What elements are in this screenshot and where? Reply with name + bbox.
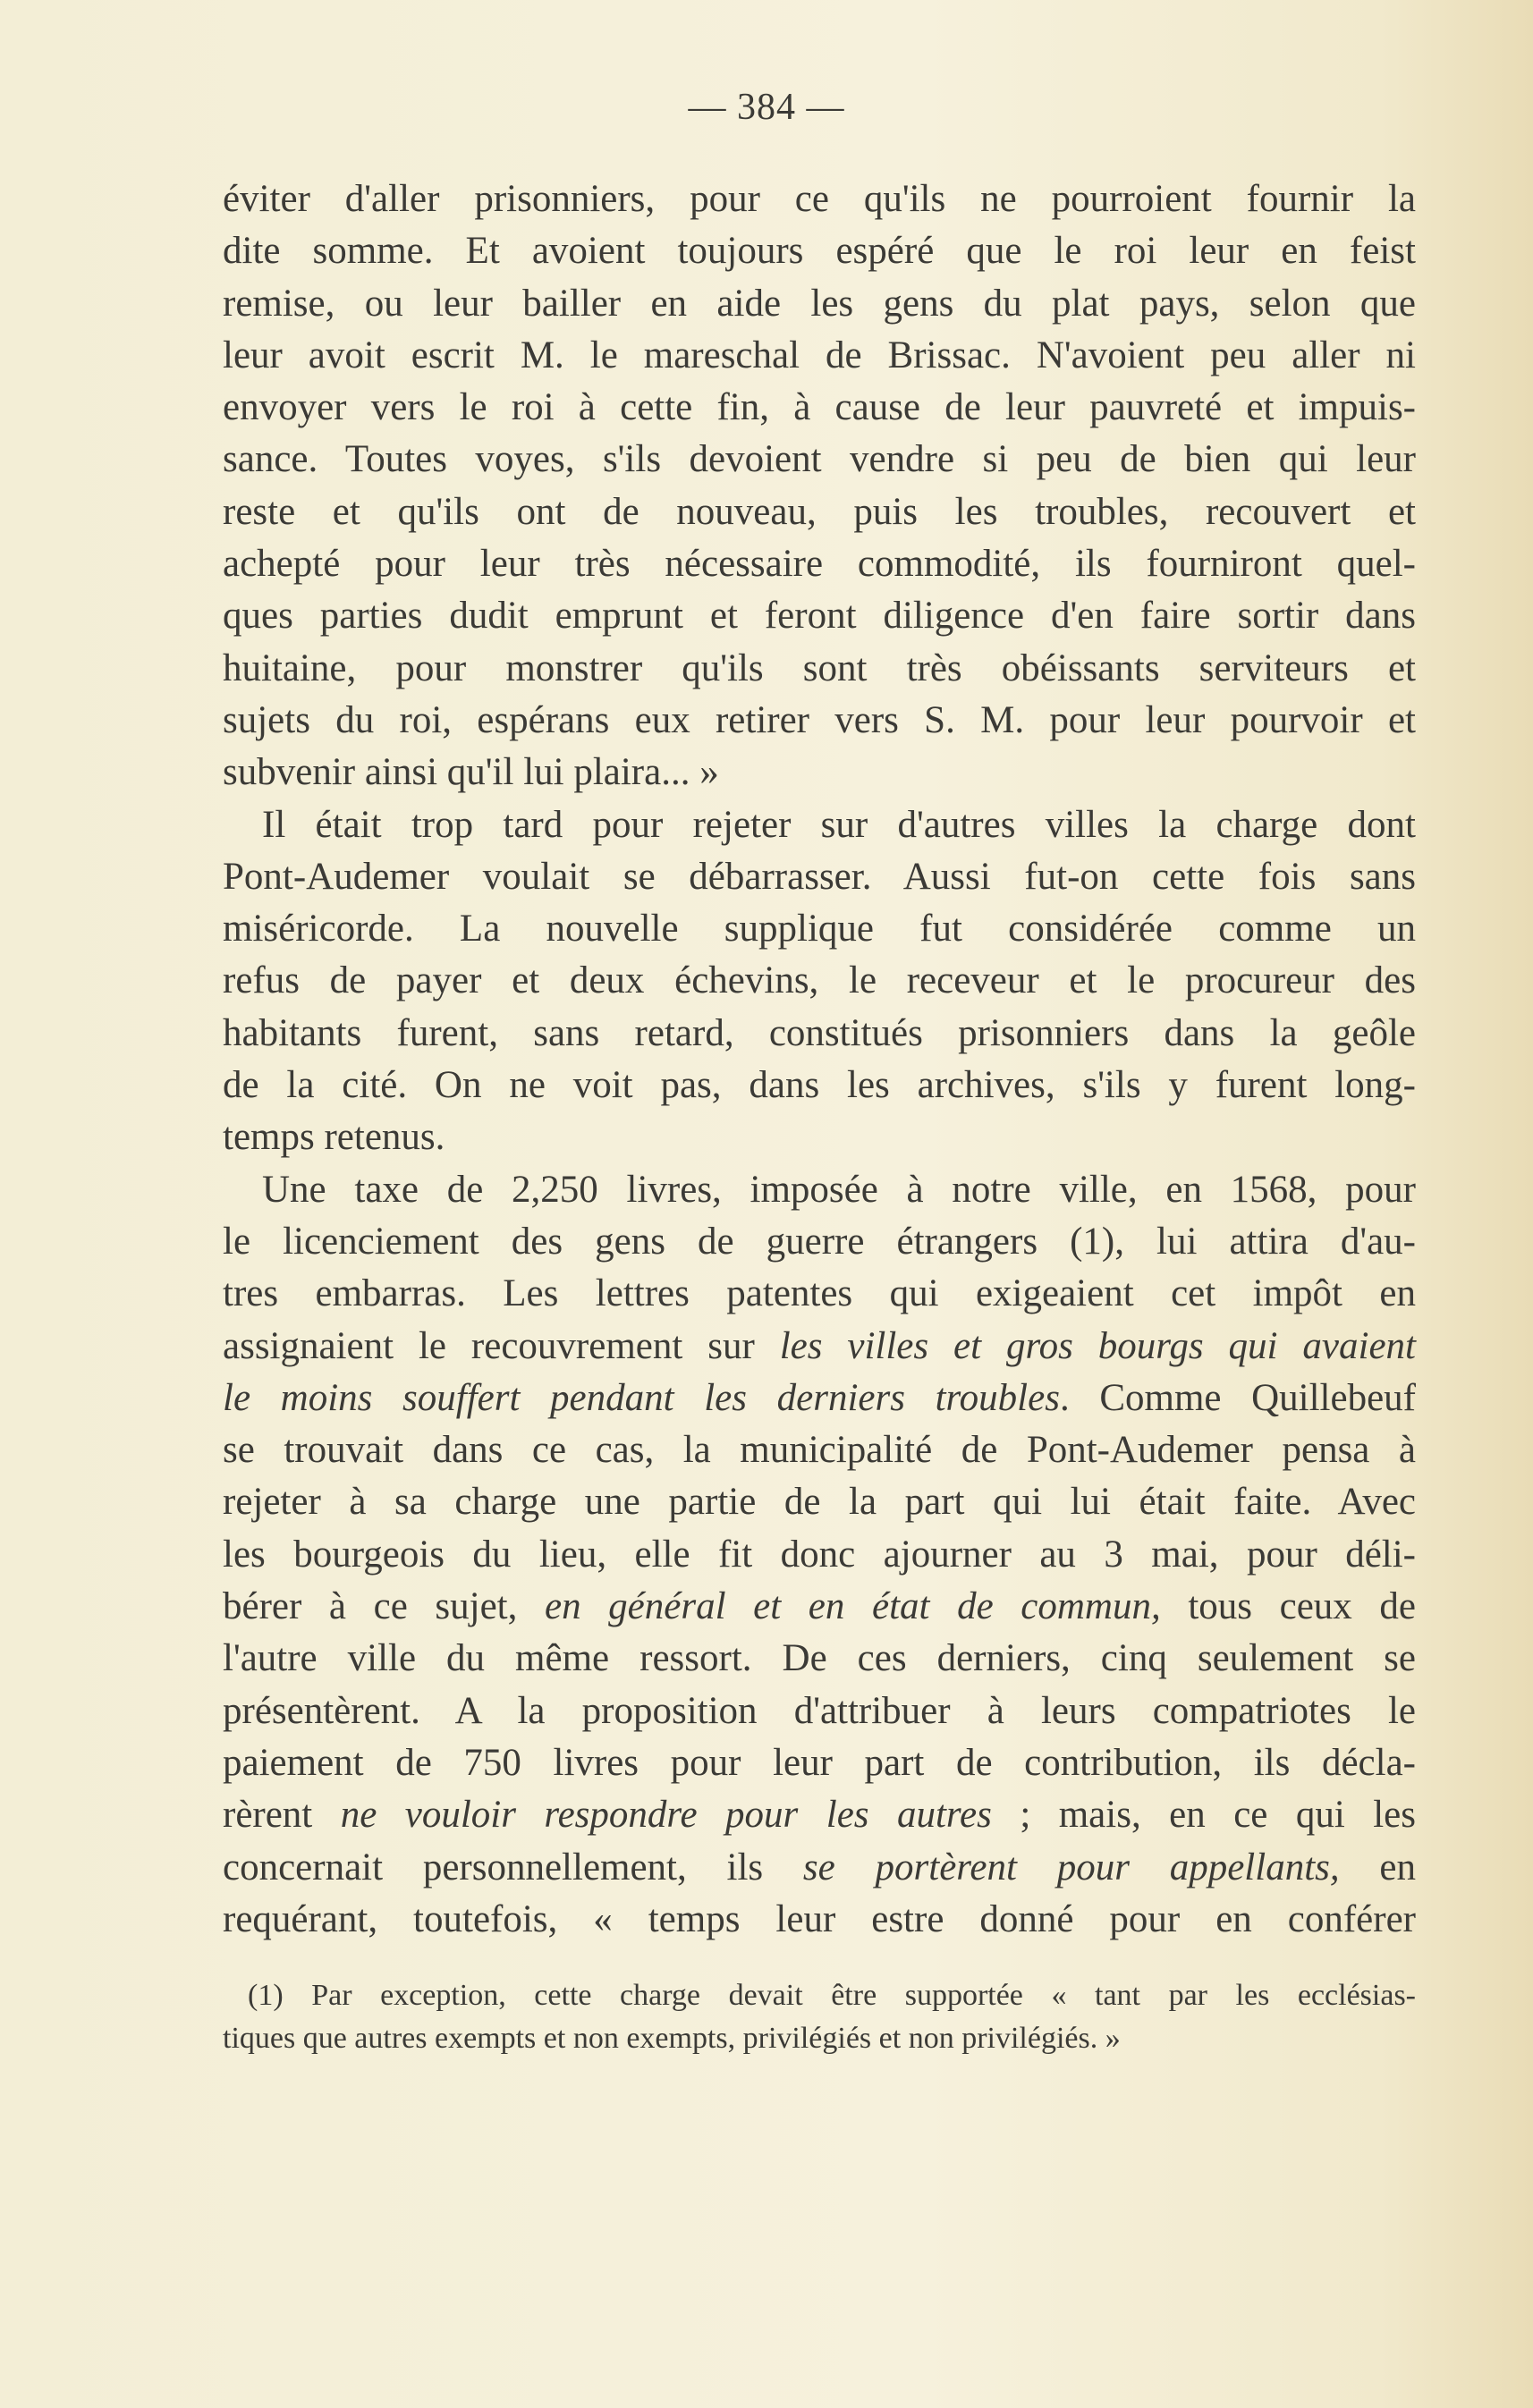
text-line	[223, 1321, 1416, 1373]
text-segment: tous ceux de	[1160, 1585, 1417, 1628]
text-segment: sujets du roi, espérans eux retirer vers S. M. pour leur pourvoir et	[223, 698, 1416, 741]
text-segment: subvenir ainsi qu'il lui plaira... »	[223, 751, 719, 794]
text-line	[223, 1581, 1416, 1633]
body-text	[223, 173, 1416, 1946]
text-line	[223, 1111, 1416, 1163]
text-segment: dite somme. Et avoient toujours espéré que le roi leur en feist	[223, 230, 1416, 273]
text-segment: ques parties dudit emprunt et feront diligence d'en faire sortir dans	[223, 595, 1416, 638]
text-segment: sance. Toutes voyes, s'ils devoient vendre si peu de bien qui leur	[223, 438, 1416, 481]
text-line	[223, 382, 1416, 434]
text-segment: Il était trop tard pour rejeter sur d'autres villes la charge dont	[262, 803, 1416, 846]
footnote-line: (1) Par exception, cette charge devait être supportée « tant par les ecclésias-	[248, 1979, 1416, 2012]
italic-text: en général et en état de commun,	[544, 1585, 1161, 1628]
text-line	[223, 1164, 1416, 1216]
text-line	[223, 955, 1416, 1007]
italic-text: ne vouloir respondre pour les autres	[340, 1794, 992, 1837]
text-line	[223, 1060, 1416, 1111]
text-segment: éviter d'aller prisonniers, pour ce qu'ils ne pourroient fournir la	[223, 178, 1416, 220]
text-segment: en	[1339, 1846, 1416, 1888]
text-segment: Une taxe de 2,250 livres, imposée à notre ville, en 1568, pour	[262, 1168, 1416, 1211]
italic-text: le moins souffert pendant les derniers troubles	[223, 1376, 1060, 1419]
text-segment: tres embarras. Les lettres patentes qui exigeaient cet impôt en	[223, 1272, 1416, 1315]
text-segment: paiement de 750 livres pour leur part de contribution, ils décla-	[223, 1741, 1416, 1784]
text-line	[223, 225, 1416, 277]
text-segment: se trouvait dans ce cas, la municipalité de Pont-Audemer pensa à	[223, 1429, 1416, 1472]
text-line	[223, 1737, 1416, 1789]
text-line	[223, 1529, 1416, 1581]
text-line	[223, 1216, 1416, 1268]
text-segment: reste et qu'ils ont de nouveau, puis les troubles, recouvert et	[223, 490, 1416, 533]
text-segment: remise, ou leur bailler en aide les gens du plat pays, selon que	[223, 282, 1416, 325]
text-segment: temps retenus.	[223, 1116, 445, 1159]
text-line	[223, 1789, 1416, 1841]
text-line	[223, 434, 1416, 486]
text-line	[223, 695, 1416, 747]
text-segment: rejeter à sa charge une partie de la part qui lui était faite. Avec	[223, 1481, 1416, 1524]
text-segment: concernait personnellement, ils	[223, 1846, 803, 1888]
text-segment: leur avoit escrit M. le mareschal de Brissac. N'avoient peu aller ni	[223, 334, 1416, 376]
text-line	[223, 1842, 1416, 1894]
italic-text: les villes et gros bourgs qui avaient	[779, 1324, 1416, 1367]
text-segment: requérant, toutefois, « temps leur estre donné pour en conférer	[223, 1897, 1416, 1940]
text-segment: le licenciement des gens de guerre étrangers (1), lui attira d'au-	[223, 1220, 1416, 1263]
text-line	[223, 1373, 1416, 1424]
page-number: — 384 —	[688, 87, 845, 128]
text-line	[223, 173, 1416, 225]
text-segment: rèrent	[223, 1794, 341, 1837]
text-line	[223, 1424, 1416, 1476]
text-line	[223, 1633, 1416, 1685]
text-segment: bérer à ce sujet,	[223, 1585, 545, 1628]
text-line	[223, 747, 1416, 798]
text-segment: de la cité. On ne voit pas, dans les archives, s'ils y furent long-	[223, 1064, 1416, 1107]
italic-text: se portèrent pour appellants,	[802, 1846, 1340, 1888]
text-line	[223, 1268, 1416, 1320]
text-segment: habitants furent, sans retard, constitués prisonniers dans la geôle	[223, 1011, 1416, 1054]
text-segment: refus de payer et deux échevins, le receveur et le procureur des	[223, 959, 1416, 1002]
footnote-line: tiques que autres exempts et non exempts, privilégiés et non privilégiés. »	[223, 2022, 1121, 2055]
text-line	[223, 1894, 1416, 1946]
text-line	[223, 643, 1416, 695]
text-line	[223, 851, 1416, 903]
text-line	[223, 1476, 1416, 1528]
text-segment: huitaine, pour monstrer qu'ils sont très obéissants serviteurs et	[223, 646, 1416, 689]
text-line	[223, 799, 1416, 851]
text-line	[223, 903, 1416, 955]
text-segment: miséricorde. La nouvelle supplique fut considérée comme un	[223, 908, 1416, 951]
text-line	[223, 278, 1416, 330]
text-line	[223, 330, 1416, 382]
text-segment: Pont-Audemer voulait se débarrasser. Aussi fut-on cette fois sans	[223, 855, 1416, 898]
text-line	[223, 1686, 1416, 1737]
text-segment: . Comme Quillebeuf	[1059, 1376, 1416, 1419]
footnote	[223, 1974, 1416, 2060]
text-line	[223, 1008, 1416, 1060]
text-segment: l'autre ville du même ressort. De ces derniers, cinq seulement se	[223, 1637, 1416, 1680]
text-line	[223, 538, 1416, 590]
text-line	[223, 590, 1416, 642]
text-segment: les bourgeois du lieu, elle fit donc ajourner au 3 mai, pour déli-	[223, 1533, 1416, 1576]
text-segment: achepté pour leur très nécessaire commodité, ils fourniront quel-	[223, 543, 1416, 586]
text-segment: présentèrent. A la proposition d'attribuer à leurs compatriotes le	[223, 1689, 1416, 1732]
text-segment: envoyer vers le roi à cette fin, à cause de leur pauvreté et impuis-	[223, 386, 1416, 429]
text-line	[223, 486, 1416, 538]
text-segment: assignaient le recouvrement sur	[223, 1324, 780, 1367]
text-segment: ; mais, en ce qui les	[991, 1794, 1416, 1837]
